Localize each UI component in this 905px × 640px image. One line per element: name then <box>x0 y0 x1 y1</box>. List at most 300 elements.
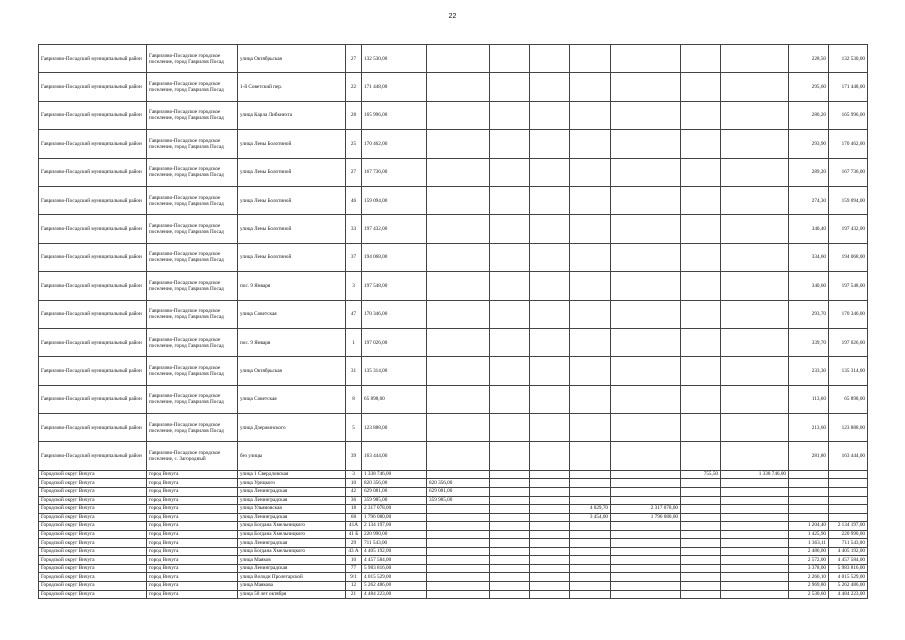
value-cell <box>721 530 789 539</box>
empty-cell <box>681 442 721 470</box>
empty-cell <box>681 272 721 300</box>
area-cell <box>570 530 611 539</box>
value-cell: 820 356,00 <box>427 479 490 488</box>
value-cell <box>490 470 530 479</box>
empty-cell <box>490 158 530 186</box>
area-cell: 3 378,00 <box>789 564 829 573</box>
total-cell: 711 543,00 <box>829 539 868 548</box>
empty-cell <box>611 328 681 356</box>
value-cell <box>721 487 789 496</box>
empty-cell <box>681 130 721 158</box>
house-cell: 8 <box>346 385 362 413</box>
empty-cell <box>530 272 570 300</box>
empty-cell <box>570 357 611 385</box>
empty-cell <box>490 101 530 129</box>
street-cell: улица Маяков <box>238 556 346 565</box>
value-cell <box>490 547 530 556</box>
table-row <box>39 215 868 243</box>
city-cell: город Вичуга <box>147 581 238 590</box>
settlement-cell: Гаврилово-Посадское городское поселение, город Гаврилов Посад <box>147 414 238 442</box>
area-cell <box>681 564 721 573</box>
empty-cell <box>427 385 490 413</box>
value-cell <box>427 556 490 565</box>
area-cell: 213,60 <box>789 414 829 442</box>
empty-cell <box>681 328 721 356</box>
district-cell: Гаврилово-Посадский муниципальный район <box>39 414 147 442</box>
house-cell: 33 <box>346 215 362 243</box>
district-cell: Гаврилово-Посадский муниципальный район <box>39 186 147 214</box>
cost-cell: 220 990,00 <box>362 530 427 539</box>
street-cell: улица Ленинградская <box>238 496 346 505</box>
district-cell: Гаврилово-Посадский муниципальный район <box>39 442 147 470</box>
value-cell <box>530 505 570 514</box>
area-cell <box>570 522 611 531</box>
empty-cell <box>721 357 789 385</box>
settlement-cell: Гаврилово-Посадское городское поселение, город Гаврилов Посад <box>147 73 238 101</box>
housing-repair-table <box>38 44 868 599</box>
cost-cell: 5 262 486,00 <box>362 581 427 590</box>
empty-cell <box>570 73 611 101</box>
value-cell <box>490 487 530 496</box>
city-cell: город Вичуга <box>147 556 238 565</box>
area-cell: 339,70 <box>789 328 829 356</box>
cost-cell: 4 484 223,00 <box>362 590 427 599</box>
district-cell: Гаврилово-Посадский муниципальный район <box>39 73 147 101</box>
table-row <box>39 357 868 385</box>
empty-cell <box>611 158 681 186</box>
empty-cell <box>490 272 530 300</box>
area-cell <box>789 505 829 514</box>
cost-cell: 629 081,00 <box>362 487 427 496</box>
empty-cell <box>611 272 681 300</box>
area-cell <box>570 573 611 582</box>
empty-cell <box>490 414 530 442</box>
cost-cell: 1 796 080,00 <box>362 513 427 522</box>
house-cell: 28 <box>346 101 362 129</box>
area-cell <box>681 487 721 496</box>
empty-cell <box>530 73 570 101</box>
empty-cell <box>427 414 490 442</box>
area-cell: 2 266,10 <box>789 573 829 582</box>
empty-cell <box>427 442 490 470</box>
city-cell: город Вичуга <box>147 487 238 496</box>
total-cell <box>829 496 868 505</box>
value-cell <box>530 556 570 565</box>
table-row <box>39 328 868 356</box>
city-cell: город Вичуга <box>147 496 238 505</box>
value-cell <box>530 581 570 590</box>
empty-cell <box>427 215 490 243</box>
value-cell <box>530 513 570 522</box>
settlement-cell: Гаврилово-Посадское городское поселение, город Гаврилов Посад <box>147 158 238 186</box>
value-cell <box>427 522 490 531</box>
empty-cell <box>611 101 681 129</box>
total-cell: 159 094,00 <box>829 186 868 214</box>
city-cell: город Вичуга <box>147 470 238 479</box>
total-cell: 165 996,00 <box>829 101 868 129</box>
value-cell <box>490 496 530 505</box>
table-row <box>39 547 868 556</box>
total-cell: 4 405 192,00 <box>829 547 868 556</box>
table-row <box>39 513 868 522</box>
house-cell: 46 <box>346 186 362 214</box>
empty-cell <box>490 357 530 385</box>
value-cell <box>721 581 789 590</box>
street-cell: пос. 9 Января <box>238 328 346 356</box>
value-cell <box>427 530 490 539</box>
empty-cell <box>721 385 789 413</box>
value-cell <box>530 564 570 573</box>
cost-cell: 132 530,00 <box>362 45 427 73</box>
district-cell: Городской округ Вичуга <box>39 479 147 488</box>
empty-cell <box>611 130 681 158</box>
table-row <box>39 530 868 539</box>
table-row <box>39 101 868 129</box>
value-cell <box>721 496 789 505</box>
total-cell <box>829 487 868 496</box>
value-cell <box>490 505 530 514</box>
value-cell <box>490 581 530 590</box>
empty-cell <box>611 243 681 271</box>
street-cell: улица Володи Пролетарской <box>238 573 346 582</box>
district-cell: Городской округ Вичуга <box>39 573 147 582</box>
house-cell: 37 <box>346 243 362 271</box>
empty-cell <box>427 300 490 328</box>
cost-cell: 197 026,00 <box>362 328 427 356</box>
empty-cell <box>530 442 570 470</box>
district-cell: Городской округ Вичуга <box>39 513 147 522</box>
area-cell <box>789 487 829 496</box>
cost-cell: 5 983 816,00 <box>362 564 427 573</box>
house-cell: 3 <box>346 470 362 479</box>
empty-cell <box>721 101 789 129</box>
empty-cell <box>570 130 611 158</box>
area-cell: 286,20 <box>789 101 829 129</box>
house-cell: 36 <box>346 496 362 505</box>
street-cell: улица Богдана Хмельницкого <box>238 522 346 531</box>
house-cell: 12 <box>346 581 362 590</box>
cost-cell: 359 985,00 <box>362 496 427 505</box>
settlement-cell: Гаврилово-Посадское городское поселение, город Гаврилов Посад <box>147 385 238 413</box>
settlement-cell: Гаврилово-Посадское городское поселение, город Гаврилов Посад <box>147 300 238 328</box>
table-row <box>39 539 868 548</box>
empty-cell <box>570 158 611 186</box>
empty-cell <box>427 186 490 214</box>
district-cell: Городской округ Вичуга <box>39 539 147 548</box>
value-cell <box>721 522 789 531</box>
empty-cell <box>611 45 681 73</box>
value-cell <box>721 590 789 599</box>
city-cell: город Вичуга <box>147 590 238 599</box>
house-cell: 41 Б <box>346 530 362 539</box>
district-cell: Городской округ Вичуга <box>39 487 147 496</box>
table-row <box>39 300 868 328</box>
empty-cell <box>721 186 789 214</box>
street-cell: улица 1 Свердловская <box>238 470 346 479</box>
value-cell <box>721 573 789 582</box>
empty-cell <box>681 158 721 186</box>
area-cell <box>570 487 611 496</box>
table-row <box>39 479 868 488</box>
house-cell: 77 <box>346 564 362 573</box>
area-cell <box>681 547 721 556</box>
street-cell: без улицы <box>238 442 346 470</box>
page-number: 22 <box>448 13 457 20</box>
value-cell: 1 796 080,00 <box>611 513 681 522</box>
area-cell: 295,60 <box>789 73 829 101</box>
value-cell <box>611 470 681 479</box>
empty-cell <box>427 158 490 186</box>
empty-cell <box>570 215 611 243</box>
area-cell <box>570 547 611 556</box>
empty-cell <box>490 186 530 214</box>
empty-cell <box>570 186 611 214</box>
table-row <box>39 73 868 101</box>
total-cell: 5 262 486,00 <box>829 581 868 590</box>
value-cell <box>490 513 530 522</box>
value-cell <box>611 564 681 573</box>
empty-cell <box>721 158 789 186</box>
total-cell <box>829 513 868 522</box>
value-cell <box>427 547 490 556</box>
table-row <box>39 243 868 271</box>
empty-cell <box>530 45 570 73</box>
total-cell <box>829 479 868 488</box>
empty-cell <box>427 130 490 158</box>
total-cell: 197 548,00 <box>829 272 868 300</box>
value-cell <box>490 573 530 582</box>
value-cell <box>721 505 789 514</box>
value-cell <box>427 581 490 590</box>
area-cell: 1 425,90 <box>789 530 829 539</box>
value-cell <box>611 581 681 590</box>
area-cell <box>789 470 829 479</box>
table-row <box>39 581 868 590</box>
value-cell <box>611 547 681 556</box>
empty-cell <box>570 414 611 442</box>
empty-cell <box>490 442 530 470</box>
area-cell: 2 572,00 <box>789 556 829 565</box>
empty-cell <box>611 442 681 470</box>
total-cell: 5 983 816,00 <box>829 564 868 573</box>
empty-cell <box>570 243 611 271</box>
empty-cell <box>427 45 490 73</box>
value-cell <box>490 530 530 539</box>
empty-cell <box>570 101 611 129</box>
total-cell: 171 448,00 <box>829 73 868 101</box>
street-cell: улица Богдана Хмельницкого <box>238 530 346 539</box>
house-cell: 27 <box>346 158 362 186</box>
empty-cell <box>681 73 721 101</box>
empty-cell <box>570 272 611 300</box>
total-cell: 170 346,00 <box>829 300 868 328</box>
table-row <box>39 158 868 186</box>
total-cell: 4 015 529,00 <box>829 573 868 582</box>
empty-cell <box>530 101 570 129</box>
house-cell: 10 <box>346 479 362 488</box>
empty-cell <box>681 385 721 413</box>
house-cell: 47 <box>346 300 362 328</box>
area-cell: 2 969,80 <box>789 581 829 590</box>
area-cell <box>681 522 721 531</box>
value-cell <box>611 573 681 582</box>
area-cell <box>681 513 721 522</box>
empty-cell <box>530 357 570 385</box>
total-cell <box>829 470 868 479</box>
table-row <box>39 186 868 214</box>
empty-cell <box>681 243 721 271</box>
empty-cell <box>427 328 490 356</box>
table-row <box>39 522 868 531</box>
settlement-cell: Гаврилово-Посадское городское поселение, город Гаврилов Посад <box>147 45 238 73</box>
district-cell: Гаврилово-Посадский муниципальный район <box>39 101 147 129</box>
total-cell: 123 888,00 <box>829 414 868 442</box>
empty-cell <box>681 215 721 243</box>
empty-cell <box>427 272 490 300</box>
area-cell <box>681 590 721 599</box>
area-cell <box>570 556 611 565</box>
value-cell <box>721 479 789 488</box>
area-cell <box>789 513 829 522</box>
empty-cell <box>681 300 721 328</box>
empty-cell <box>490 243 530 271</box>
empty-cell <box>611 300 681 328</box>
district-cell: Городской округ Вичуга <box>39 556 147 565</box>
area-cell <box>789 479 829 488</box>
district-cell: Городской округ Вичуга <box>39 581 147 590</box>
area-cell: 1 363,11 <box>789 539 829 548</box>
city-cell: город Вичуга <box>147 564 238 573</box>
cost-cell: 135 314,00 <box>362 357 427 385</box>
street-cell: улица Лены Болотиной <box>238 215 346 243</box>
value-cell <box>530 530 570 539</box>
street-cell: улица Маякова <box>238 581 346 590</box>
empty-cell <box>611 186 681 214</box>
table-row <box>39 496 868 505</box>
area-cell: 755,50 <box>681 470 721 479</box>
empty-cell <box>721 45 789 73</box>
city-cell: город Вичуга <box>147 479 238 488</box>
value-cell <box>530 539 570 548</box>
value-cell <box>611 479 681 488</box>
empty-cell <box>530 158 570 186</box>
street-cell: улица Ленинградская <box>238 513 346 522</box>
value-cell <box>490 564 530 573</box>
street-cell: 1-й Советский пер. <box>238 73 346 101</box>
total-cell: 197 432,00 <box>829 215 868 243</box>
empty-cell <box>611 357 681 385</box>
area-cell <box>570 590 611 599</box>
street-cell: улица Лены Болотиной <box>238 158 346 186</box>
empty-cell <box>530 215 570 243</box>
street-cell: улица Советская <box>238 385 346 413</box>
value-cell <box>427 513 490 522</box>
cost-cell: 4 405 192,00 <box>362 547 427 556</box>
house-cell: 10 <box>346 556 362 565</box>
table-row <box>39 45 868 73</box>
house-cell: 27 <box>346 45 362 73</box>
district-cell: Гаврилово-Посадский муниципальный район <box>39 328 147 356</box>
area-cell <box>681 479 721 488</box>
street-cell: улица Лены Болотиной <box>238 243 346 271</box>
house-cell: 31 <box>346 357 362 385</box>
city-cell: город Вичуга <box>147 522 238 531</box>
value-cell <box>721 539 789 548</box>
empty-cell <box>721 130 789 158</box>
street-cell: улица Октябрьская <box>238 45 346 73</box>
cost-cell: 711 543,00 <box>362 539 427 548</box>
district-cell: Гаврилово-Посадский муниципальный район <box>39 45 147 73</box>
cost-cell: 163 444,00 <box>362 442 427 470</box>
empty-cell <box>681 45 721 73</box>
total-cell: 220 990,00 <box>829 530 868 539</box>
table-row <box>39 130 868 158</box>
cost-cell: 4 457 584,00 <box>362 556 427 565</box>
table-row <box>39 556 868 565</box>
empty-cell <box>570 45 611 73</box>
cost-cell: 159 094,00 <box>362 186 427 214</box>
street-cell: улица Богдана Хмельницкого <box>238 547 346 556</box>
cost-cell: 123 888,00 <box>362 414 427 442</box>
value-cell <box>611 556 681 565</box>
table-row <box>39 573 868 582</box>
total-cell: 170 462,00 <box>829 130 868 158</box>
value-cell <box>611 487 681 496</box>
cost-cell: 2 134 197,00 <box>362 522 427 531</box>
empty-cell <box>530 385 570 413</box>
total-cell: 194 068,00 <box>829 243 868 271</box>
street-cell: улица Ленинградская <box>238 487 346 496</box>
empty-cell <box>490 130 530 158</box>
cost-cell: 2 317 078,00 <box>362 505 427 514</box>
settlement-cell: Гаврилово-Посадское городское поселение, город Гаврилов Посад <box>147 186 238 214</box>
value-cell <box>721 513 789 522</box>
area-cell: 113,60 <box>789 385 829 413</box>
area-cell: 293,90 <box>789 130 829 158</box>
total-cell: 4 484 223,00 <box>829 590 868 599</box>
street-cell: улица Дзержинского <box>238 414 346 442</box>
house-cell: 39 <box>346 442 362 470</box>
empty-cell <box>721 73 789 101</box>
empty-cell <box>490 73 530 101</box>
cost-cell: 65 898,00 <box>362 385 427 413</box>
value-cell <box>427 590 490 599</box>
cost-cell: 167 736,00 <box>362 158 427 186</box>
area-cell: 4 029,70 <box>570 505 611 514</box>
district-cell: Городской округ Вичуга <box>39 505 147 514</box>
street-cell: улица Карла Либкнехта <box>238 101 346 129</box>
cost-cell: 197 548,00 <box>362 272 427 300</box>
area-cell: 334,60 <box>789 243 829 271</box>
district-cell: Городской округ Вичуга <box>39 590 147 599</box>
table-row <box>39 470 868 479</box>
total-cell <box>829 505 868 514</box>
empty-cell <box>427 357 490 385</box>
empty-cell <box>490 45 530 73</box>
area-cell <box>681 573 721 582</box>
empty-cell <box>530 186 570 214</box>
table-row <box>39 414 868 442</box>
empty-cell <box>490 385 530 413</box>
table-row <box>39 272 868 300</box>
value-cell <box>611 539 681 548</box>
value-cell <box>490 522 530 531</box>
cost-cell: 197 432,00 <box>362 215 427 243</box>
empty-cell <box>721 272 789 300</box>
city-cell: город Вичуга <box>147 530 238 539</box>
area-cell: 340,40 <box>789 215 829 243</box>
table-row <box>39 564 868 573</box>
